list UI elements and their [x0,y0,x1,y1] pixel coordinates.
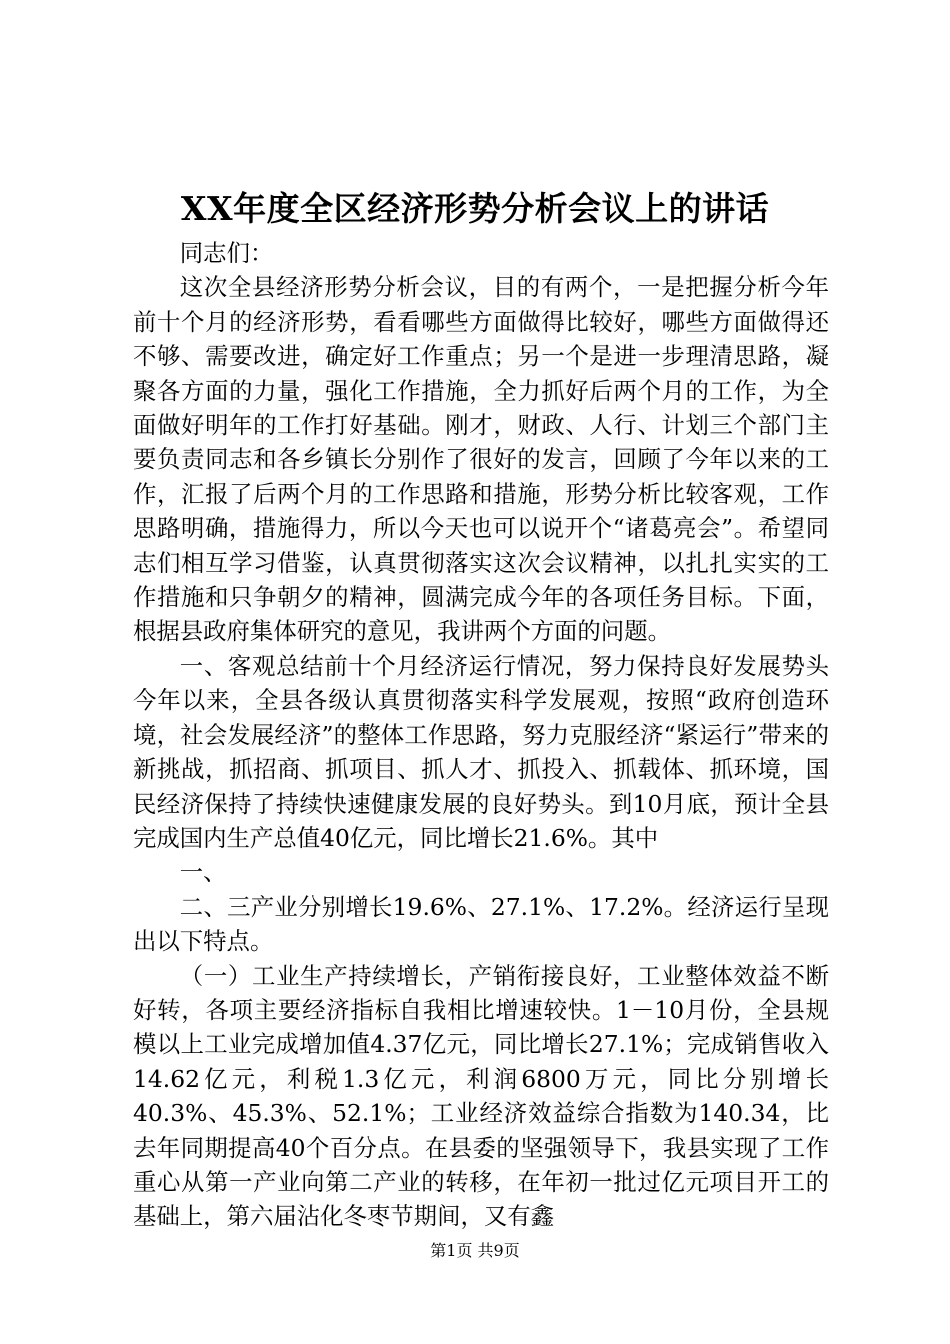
salutation-paragraph: 同志们： [179,239,274,267]
body-paragraph-fragment: 一、 [179,858,227,887]
page-number-footer: 第1页 共9页 [430,1241,520,1260]
document-title: XX年度全区经济形势分析会议上的讲话 [180,189,770,228]
body-paragraph-industry-growth: （一）工业生产持续增长，产销衔接良好，工业整体效益不断好转，各项主要经济指标自我相比增速较快。1－10月份，全县规模以上工业完成增加值4.37亿元，同比增长27.1%；完成销售收入14.62亿元，利税1.3亿元，利润6800万元，同比分别增长40.3%、45.3%、52.1%；工业经济效益综合指数为140.34，比去年同期提高40个百分点。在县委的坚强领导下，我县实现了工作重心从第一产业向第二产业的转移，在年初一批过亿元项目开工的基础上，第六届沾化冬枣节期间，又有鑫 [133,961,829,1231]
body-paragraph-section-one: 一、客观总结前十个月经济运行情况，努力保持良好发展势头今年以来，全县各级认真贯彻落实科学发展观，按照“政府创造环境，社会发展经济”的整体工作思路，努力克服经济“紧运行”带来的新挑战，抓招商、抓项目、抓人才、抓投入、抓载体、抓环境，国民经济保持了持续快速健康发展的良好势头。到10月底，预计全县完成国内生产总值40亿元，同比增长21.6%。其中 [133,651,829,852]
body-paragraph-intro: 这次全县经济形势分析会议，目的有两个，一是把握分析今年前十个月的经济形势，看看哪些方面做得比较好，哪些方面做得还不够、需要改进，确定好工作重点；另一个是进一步理清思路，凝聚各方面的力量，强化工作措施，全力抓好后两个月的工作，为全面做好明年的工作打好基础。刚才，财政、人行、计划三个部门主要负责同志和各乡镇长分别作了很好的发言，回顾了今年以来的工作，汇报了后两个月的工作思路和措施，形势分析比较客观，工作思路明确，措施得力，所以今天也可以说开个“诸葛亮会”。希望同志们相互学习借鉴，认真贯彻落实这次会议精神，以扎扎实实的工作措施和只争朝夕的精神，圆满完成今年的各项任务目标。下面，根据县政府集体研究的意见，我讲两个方面的问题。 [133,273,829,646]
document-body [133,236,829,1234]
body-paragraph-industries: 二、三产业分别增长19.6%、27.1%、17.2%。经济运行呈现出以下特点。 [133,892,829,956]
